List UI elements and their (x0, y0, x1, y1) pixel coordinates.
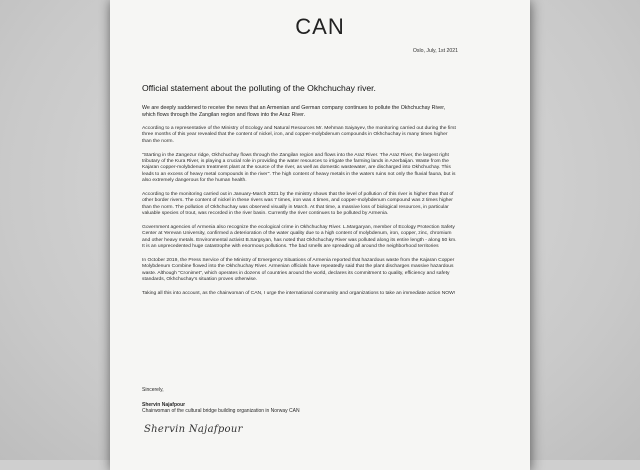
paragraph-call-to-action: Taking all this into account, as the chairwoman of CAN, I urge the international community and organizations to take an immediate action NOW! (142, 290, 456, 296)
organization-logo: CAN (295, 14, 345, 39)
paragraph-intro: We are deeply saddened to receive the news that an Armenian and German company continues to pollute the Okhchuchay River, which flows through the Zangilan region and flows into the Araz River. (142, 105, 446, 118)
closing-salutation: Sincerely, (142, 387, 164, 393)
paragraph-quote: "Starting in the Zangezur ridge, Okhchuchay flows through the Zangilan region and flows into the Araz River. The Araz River, the largest right tributary of the Kura River, is playing a crucial role in providing the water resources to irrigate the farming lands in Azerbaijan. Waste from the Kajaran copper-molybdenum treatment plant at the source of the river, as well as domestic wastewater, are discharged into Okhchuchay. This leads to an excess of heavy metal compounds in the river". The high content of heavy metals in the waters ruins not only the fluvial fauna, but is also extremely dangerous for the human health. (142, 152, 456, 183)
paragraph-armenia-agencies: Government agencies of Armenia also recognize the ecological crime in Okhchuchay River. L.Margaryan, member of Ecology Protection Safety Center at Yerevan University, confirmed a deterioration of the water quality due to a high content of molybdenum, iron, copper, zinc, chromium and other heavy metals. Environmental activist B.Sargsyan, has noted that Okhchuchay River was polluted along its entire length - along 50 km. It is an unprecedented huge catastrophe with enormous pollutions. The bad smells are spreading all around the neighborhood territories (142, 224, 457, 249)
paragraph-ministry: According to a representative of the Ministry of Ecology and Natural Resources Mr. Mehman Saiyayev, the monitoring carried out during the first three months of this year revealed that the content of nickel, iron, and copper-molybdenum compounds in Okhchuchay is many times higher than the norm. (142, 126, 456, 144)
signer-name: Shervin Najafpour (142, 401, 186, 408)
handwritten-signature: Shervin Najafpour (144, 424, 243, 435)
letter-page (110, 0, 530, 470)
letter-body (142, 105, 458, 305)
paragraph-monitoring: According to the monitoring carried out in January-March 2021 by the ministry shows that the level of pollution of this river is higher than that of other border rivers. The content of nickel in these rivers was 7 times, iron was 4 times, and copper-molybdenum compound was 2 times higher than the norm. The pollution of Okhchuchay was observed visually in March. At that time, a massive loss of biological resources, in particular valuable species of trout, was recorded in the river basin. Currently the river continues to be polluted by Armenia. (142, 191, 454, 216)
signer-role: Chairwoman of the cultural bridge building organization in Norway CAN (142, 408, 300, 415)
letter-date: Oslo, July, 1st 2021 (412, 48, 458, 54)
letter-closing (142, 387, 462, 415)
paragraph-october-2019: In October 2019, the Press Service of the Ministry of Emergency Situations of Armenia reported that hazardous waste from the Kajaran Copper Molybdenum Combine flowed into the Okhchuchay River. Armenian officials have repeatedly said that the plant discharges massive hazardous waste. Although "Cronimet", which operates in dozens of countries around the world, declares its commitment to quality, efficiency and safety standards, Okhchuchay's situation proves otherwise. (142, 257, 455, 282)
letter-title: Official statement about the polluting of the Okhchuchay river. (142, 83, 376, 93)
